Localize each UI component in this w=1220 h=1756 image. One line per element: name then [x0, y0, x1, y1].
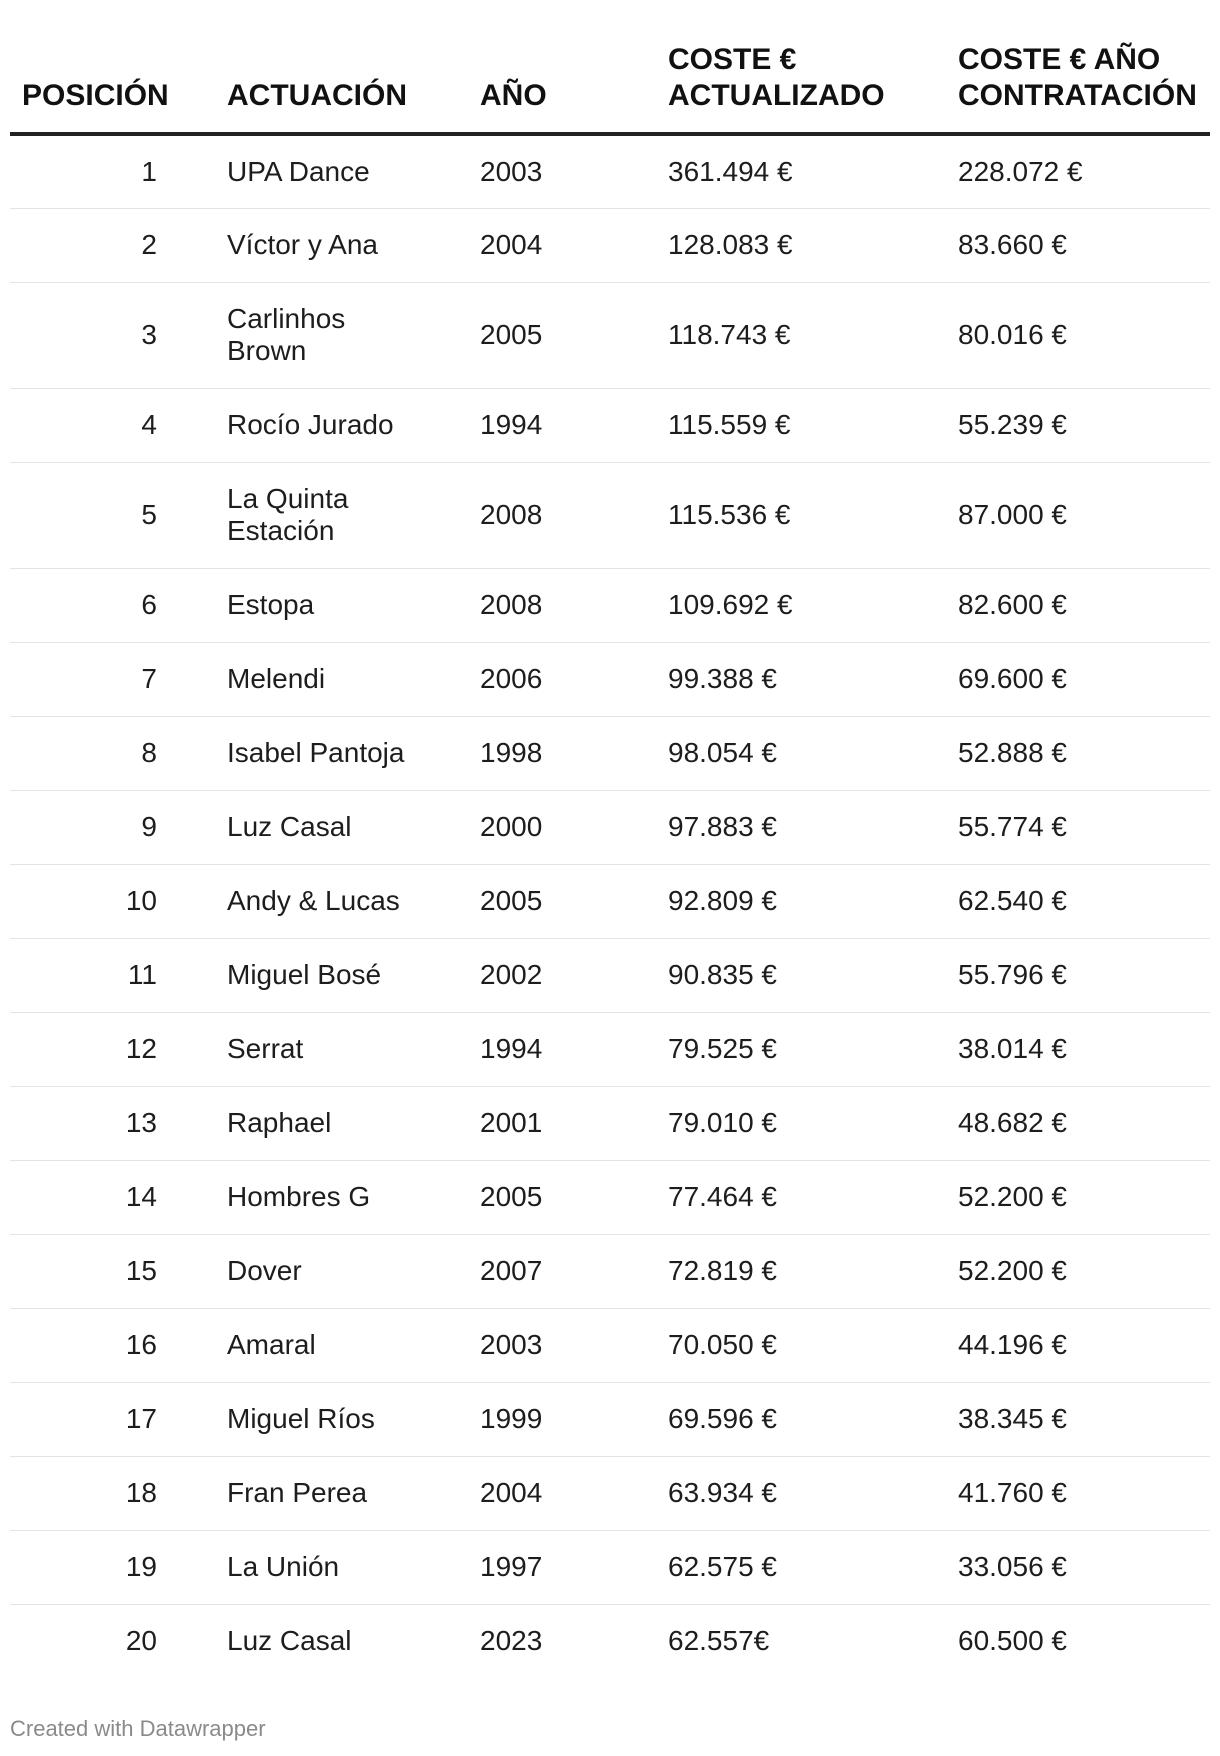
table-row [10, 1234, 1210, 1308]
cell-coste-actualizado: 128.083 € [668, 208, 958, 282]
table-row [10, 1604, 1210, 1678]
cell-posicion: 7 [10, 642, 227, 716]
cell-coste-actualizado: 70.050 € [668, 1308, 958, 1382]
cell-coste-contratacion: 44.196 € [958, 1308, 1210, 1382]
table-row [10, 1530, 1210, 1604]
cell-actuacion: Andy & Lucas [227, 864, 480, 938]
cell-coste-contratacion: 62.540 € [958, 864, 1210, 938]
cell-coste-contratacion: 80.016 € [958, 282, 1210, 388]
cell-ano: 1994 [480, 388, 668, 462]
cell-ano: 2004 [480, 1456, 668, 1530]
table-container [10, 0, 1210, 1678]
cell-coste-contratacion: 228.072 € [958, 134, 1210, 208]
cell-coste-actualizado: 69.596 € [668, 1382, 958, 1456]
cell-actuacion: Fran Perea [227, 1456, 480, 1530]
cell-actuacion: Víctor y Ana [227, 208, 480, 282]
cell-coste-contratacion: 55.239 € [958, 388, 1210, 462]
cell-coste-actualizado: 115.536 € [668, 462, 958, 568]
cell-coste-actualizado: 62.575 € [668, 1530, 958, 1604]
column-header-actuacion[interactable]: ACTUACIÓN [227, 0, 480, 134]
cell-ano: 2006 [480, 642, 668, 716]
cell-actuacion: Hombres G [227, 1160, 480, 1234]
table-body [10, 134, 1210, 1678]
cell-ano: 2003 [480, 134, 668, 208]
cell-coste-actualizado: 118.743 € [668, 282, 958, 388]
table-row [10, 642, 1210, 716]
cell-coste-contratacion: 52.200 € [958, 1160, 1210, 1234]
cell-coste-contratacion: 55.774 € [958, 790, 1210, 864]
table-row [10, 208, 1210, 282]
cell-coste-actualizado: 361.494 € [668, 134, 958, 208]
table-row [10, 388, 1210, 462]
cell-actuacion: UPA Dance [227, 134, 480, 208]
cell-coste-actualizado: 97.883 € [668, 790, 958, 864]
cell-actuacion: La Unión [227, 1530, 480, 1604]
cell-coste-actualizado: 99.388 € [668, 642, 958, 716]
cell-actuacion: Estopa [227, 568, 480, 642]
column-header-coste-contratacion[interactable]: COSTE € AÑO CONTRATACIÓN [958, 0, 1210, 134]
cell-actuacion: Miguel Bosé [227, 938, 480, 1012]
cell-ano: 2008 [480, 568, 668, 642]
table-row [10, 716, 1210, 790]
table-row [10, 864, 1210, 938]
cell-ano: 2007 [480, 1234, 668, 1308]
cell-coste-contratacion: 55.796 € [958, 938, 1210, 1012]
cell-actuacion: Raphael [227, 1086, 480, 1160]
cell-posicion: 9 [10, 790, 227, 864]
column-header-coste-actualizado[interactable]: COSTE € ACTUALIZADO [668, 0, 958, 134]
cell-posicion: 14 [10, 1160, 227, 1234]
cell-actuacion: Amaral [227, 1308, 480, 1382]
table-row [10, 568, 1210, 642]
cell-coste-actualizado: 115.559 € [668, 388, 958, 462]
cell-actuacion: Luz Casal [227, 790, 480, 864]
cell-posicion: 2 [10, 208, 227, 282]
cell-posicion: 10 [10, 864, 227, 938]
column-header-ano[interactable]: AÑO [480, 0, 668, 134]
cell-coste-contratacion: 87.000 € [958, 462, 1210, 568]
cell-coste-actualizado: 98.054 € [668, 716, 958, 790]
header-row [10, 0, 1210, 134]
cell-coste-contratacion: 33.056 € [958, 1530, 1210, 1604]
cell-posicion: 12 [10, 1012, 227, 1086]
cell-actuacion: Isabel Pantoja [227, 716, 480, 790]
cell-coste-contratacion: 83.660 € [958, 208, 1210, 282]
cell-ano: 1999 [480, 1382, 668, 1456]
table-row [10, 1308, 1210, 1382]
cell-actuacion: Dover [227, 1234, 480, 1308]
cell-posicion: 13 [10, 1086, 227, 1160]
table-row [10, 1456, 1210, 1530]
cell-posicion: 11 [10, 938, 227, 1012]
table-row [10, 282, 1210, 388]
cell-ano: 2003 [480, 1308, 668, 1382]
cell-posicion: 17 [10, 1382, 227, 1456]
table-row [10, 1382, 1210, 1456]
cell-ano: 2023 [480, 1625, 543, 1657]
cell-coste-contratacion: 38.014 € [958, 1012, 1210, 1086]
column-header-posicion[interactable]: POSICIÓN [10, 0, 227, 134]
cell-actuacion: La Quinta Estación [227, 462, 480, 568]
cell-posicion: 5 [10, 462, 227, 568]
table-row [10, 790, 1210, 864]
cell-coste-contratacion: 82.600 € [958, 568, 1210, 642]
credit-text: Created with Datawrapper [10, 1716, 266, 1741]
cell-posicion: 18 [10, 1456, 227, 1530]
cell-posicion: 6 [10, 568, 227, 642]
table-row [10, 134, 1210, 208]
cell-ano: 2008 [480, 462, 668, 568]
cell-coste-actualizado: 62.557€ [668, 1625, 770, 1657]
cell-actuacion: Melendi [227, 642, 480, 716]
cell-coste-actualizado: 92.809 € [668, 864, 958, 938]
cell-posicion: 1 [10, 134, 227, 208]
cell-posicion: 3 [10, 282, 227, 388]
cell-coste-actualizado: 90.835 € [668, 938, 958, 1012]
table-row [10, 938, 1210, 1012]
cell-posicion: 4 [10, 388, 227, 462]
cell-posicion: 19 [10, 1530, 227, 1604]
cell-ano: 2004 [480, 208, 668, 282]
cell-coste-contratacion: 48.682 € [958, 1086, 1210, 1160]
cell-ano: 1994 [480, 1012, 668, 1086]
cell-posicion: 16 [10, 1308, 227, 1382]
cell-ano: 2005 [480, 1160, 668, 1234]
cell-coste-actualizado: 63.934 € [668, 1456, 958, 1530]
table-row [10, 1086, 1210, 1160]
cell-posicion: 15 [10, 1234, 227, 1308]
cell-coste-contratacion: 41.760 € [958, 1456, 1210, 1530]
table-row [10, 1012, 1210, 1086]
cell-ano: 1998 [480, 716, 668, 790]
cell-ano: 2005 [480, 282, 668, 388]
cell-posicion: 8 [10, 716, 227, 790]
cell-coste-contratacion: 52.200 € [958, 1234, 1210, 1308]
cell-coste-contratacion: 69.600 € [958, 642, 1210, 716]
cell-coste-contratacion: 52.888 € [958, 716, 1210, 790]
cell-actuacion: Luz Casal [227, 1625, 352, 1657]
table-row [10, 462, 1210, 568]
cell-actuacion: Rocío Jurado [227, 388, 480, 462]
cell-actuacion: Miguel Ríos [227, 1382, 480, 1456]
cell-coste-contratacion: 38.345 € [958, 1382, 1210, 1456]
cell-coste-contratacion: 60.500 € [958, 1625, 1067, 1657]
cell-ano: 2000 [480, 790, 668, 864]
cell-posicion: 20 [125, 1625, 157, 1657]
cell-coste-actualizado: 77.464 € [668, 1160, 958, 1234]
cell-coste-actualizado: 79.010 € [668, 1086, 958, 1160]
cell-coste-actualizado: 79.525 € [668, 1012, 958, 1086]
cell-ano: 2002 [480, 938, 668, 1012]
cell-actuacion: Serrat [227, 1012, 480, 1086]
cell-ano: 2005 [480, 864, 668, 938]
cell-actuacion: Carlinhos Brown [227, 282, 480, 388]
cell-ano: 2001 [480, 1086, 668, 1160]
table-row [10, 1160, 1210, 1234]
data-table [10, 0, 1210, 1678]
cell-coste-actualizado: 72.819 € [668, 1234, 958, 1308]
cell-coste-actualizado: 109.692 € [668, 568, 958, 642]
cell-ano: 1997 [480, 1530, 668, 1604]
